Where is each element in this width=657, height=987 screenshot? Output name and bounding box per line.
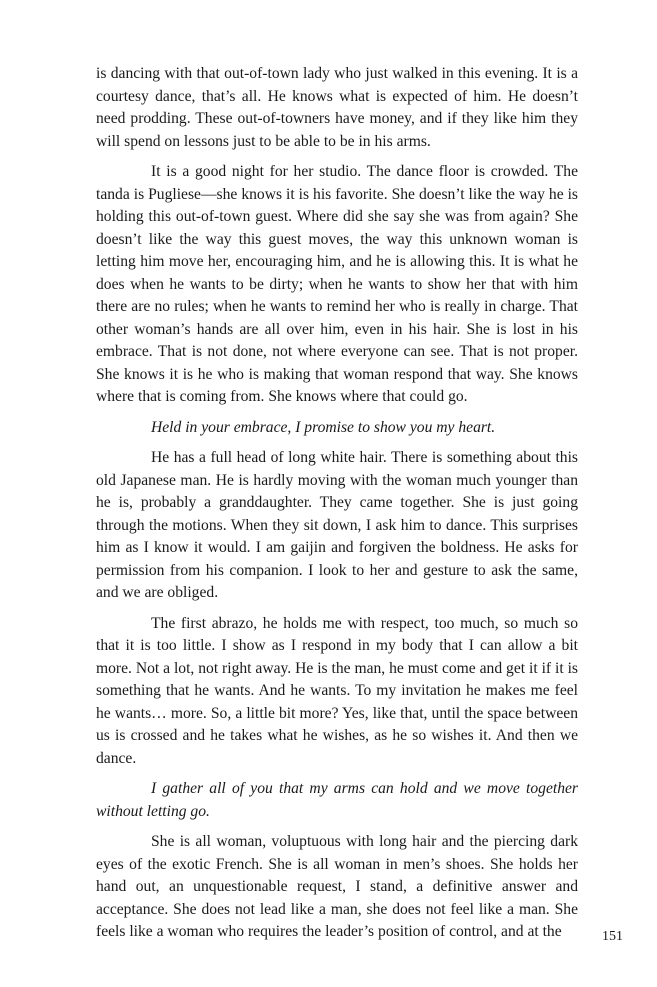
paragraph-2: It is a good night for her studio. The dance floor is crowded. The tanda is Pugliese—she knows it is his favorite. She doesn’t like the way he is holding this out-of-town guest. Where did she say she was from again? She doesn’t like the way this guest moves, the way this unknown woman is letting him move her, encouraging him, and he is allowing this. It is what he does when he wants to be dirty; when he wants to show her that with him there are no rules; when he wants to remind her who is really in charge. That other woman’s hands are all over him, even in his hair. She is lost in his embrace. That is not done, not where everyone can see. That is not proper. She knows it is he who is making that woman respond that way. She knows where that is coming from. She knows where that could go. — [96, 163, 578, 405]
paragraph-5: She is all woman, voluptuous with long hair and the piercing dark eyes of the exotic French. She is all woman in men’s shoes. She holds her hand out, an unquestionable request, I stand, a definitive answer and acceptance. She does not lead like a man, she does not feel like a man. She feels like a woman who requires the leader’s position of control, and at the — [96, 833, 578, 940]
paragraph-1: is dancing with that out-of-town lady who just walked in this evening. It is a courtesy dance, that’s all. He knows what is expected of him. He doesn’t need prodding. These out-of-towners have money, and if they like him they will spend on lessons just to be able to be in his arms. — [96, 65, 578, 150]
italic-paragraph-2: I gather all of you that my arms can hold and we move together without letting go. — [96, 780, 578, 820]
page-number: 151 — [602, 929, 623, 944]
paragraph-4: The first abrazo, he holds me with respect, too much, so much so that it is too little. I show as I respond in my body that I can allow a bit more. Not a lot, not right away. He is the man, he must come and get it if it is something that he wants. And he wants. To my invitation he makes me feel he wants… more. So, a little bit more? Yes, like that, until the space between us is crossed and he takes what he wishes, as he so wishes it. And then we dance. — [96, 614, 578, 767]
italic-paragraph-1: Held in your embrace, I promise to show you my heart. — [151, 418, 496, 436]
body-text — [96, 63, 578, 952]
paragraph-3: He has a full head of long white hair. There is something about this old Japanese man. He is hardly moving with the woman much younger than he is, probably a granddaughter. They came together. She is just going through the motions. When they sit down, I ask him to dance. This surprises him as I know it would. I am gaijin and forgiven the boldness. He asks for permission from his companion. I look to her and gesture to ask the same, and we are obliged. — [96, 449, 578, 601]
